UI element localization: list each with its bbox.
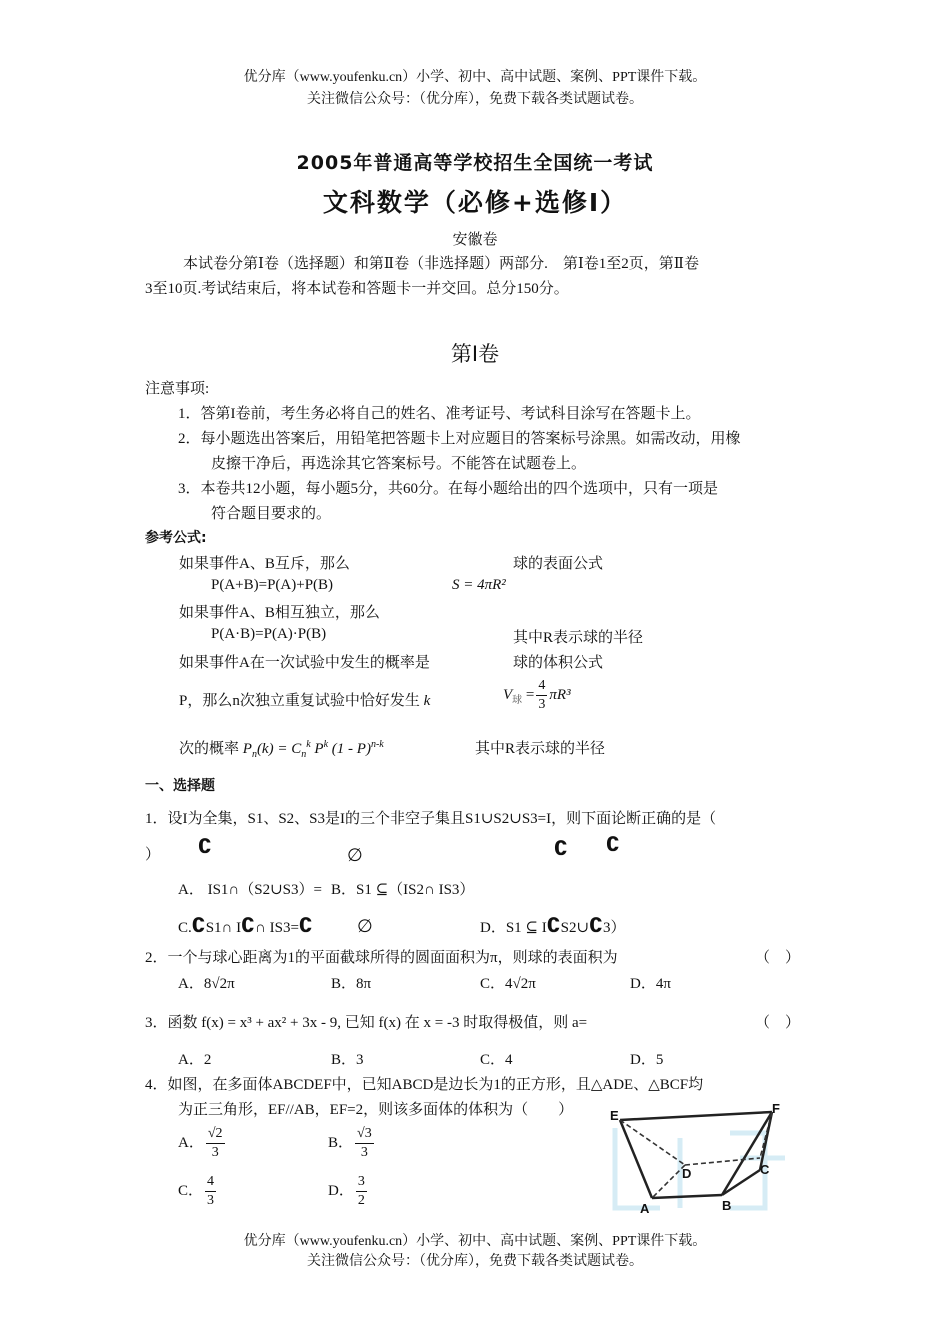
- q1-stem: 1．设I为全集，S1、S2、S3是I的三个非空子集且S1∪S2∪S3=I，则下面论断正确的是（: [145, 811, 717, 827]
- formula-independent-text: 如果事件A、B相互独立，那么: [179, 605, 380, 621]
- q4-option-a: A． $\frac{√2}{3}$: [178, 1126, 223, 1160]
- formula-bernoulli: $P_n(k) = C_n^k$ $P^k$ (1 - P)$^{n-k}$: [242, 739, 384, 760]
- sphere-radius-note-2: 其中R表示球的半径: [475, 741, 606, 757]
- q2-option-d: D．4π: [630, 976, 671, 992]
- footer-line-2: 关注微信公众号：（优分库），免费下载各类试题试卷。: [307, 1254, 643, 1269]
- q3-answer-paren: （ ）: [755, 1015, 801, 1031]
- edge-bc: [722, 1170, 760, 1195]
- sphere-radius-note-1: 其中R表示球的半径: [513, 630, 644, 646]
- edge-ef: [620, 1112, 772, 1120]
- q1-option-a: A． IS1∩（S2∪S3）=: [178, 882, 322, 898]
- sphere-volume-title: 球的体积公式: [513, 655, 604, 671]
- formulas-title: 参考公式:: [145, 530, 207, 546]
- q4-option-c: C． $\frac{4}{3}$: [178, 1174, 215, 1208]
- header-line-1: 优分库（www.youfenku.cn）小学、初中、高中试题、案例、PPT课件下载。: [243, 70, 707, 85]
- exam-region: 安徽卷: [452, 232, 498, 248]
- note-2: 2．每小题选出答案后，用铅笔把答题卡上对应题目的答案标号涂黑。如需改动，用橡: [178, 431, 741, 447]
- formula-mutex: P(A+B)=P(A)+P(B): [211, 577, 334, 593]
- formula-mutex-text: 如果事件A、B互斥，那么: [179, 556, 350, 572]
- section-choice-heading: 一、选择题: [145, 778, 215, 794]
- vertex-label-d: D: [682, 1166, 692, 1181]
- formula-bernoulli-text-1: 如果事件A在一次试验中发生的概率是: [179, 655, 430, 671]
- note-3: 3．本卷共12小题，每小题5分，共60分。在每小题给出的四个选项中，只有一项是: [178, 481, 719, 497]
- footer-line-1: 优分库（www.youfenku.cn）小学、初中、高中试题、案例、PPT课件下载。: [243, 1234, 707, 1249]
- intro-line-1: 本试卷分第Ⅰ卷（选择题）和第Ⅱ卷（非选择题）两部分. 第Ⅰ卷1至2页，第Ⅱ卷: [183, 256, 699, 272]
- header-line-2: 关注微信公众号：（优分库），免费下载各类试题试卷。: [307, 92, 643, 107]
- vertex-label-e: E: [610, 1108, 619, 1123]
- formula-independent: P(A·B)=P(A)·P(B): [211, 626, 327, 642]
- q2-option-b: B．8π: [331, 976, 372, 992]
- edge-ab: [652, 1195, 722, 1198]
- q3-option-a: A．2: [178, 1052, 212, 1068]
- vertex-label-a: A: [640, 1201, 650, 1216]
- q2-option-c: C．4√2π: [480, 976, 536, 992]
- q1-stem-end: ）: [145, 847, 161, 863]
- sphere-volume-formula: $V_球$ = $\frac{4}{3}$ πR³: [503, 678, 571, 712]
- q3-option-b: B．3: [331, 1052, 364, 1068]
- exam-title: 2005年普通高等学校招生全国统一考试: [296, 152, 654, 174]
- part1-heading: 第I卷: [450, 342, 500, 366]
- empty-set-symbol: ∅: [347, 845, 363, 866]
- formula-bernoulli-text-3: 次的概率 $P_n(k) = C_n^k$ $P^k$ (1 - P)$^{n-k}$: [179, 739, 384, 760]
- vertex-label-c: C: [760, 1162, 770, 1177]
- formula-bernoulli-text-2: P，那么n次独立重复试验中恰好发生 k: [179, 693, 431, 709]
- q2-option-a: A．8√2π: [178, 976, 235, 992]
- empty-set-symbol: ∅: [357, 916, 373, 937]
- q2-answer-paren: （ ）: [755, 950, 801, 966]
- edge-dc-hidden: [685, 1158, 760, 1165]
- complement-symbol: ∁: [554, 836, 568, 860]
- exam-subtitle: 文科数学（必修+选修I）: [322, 188, 628, 217]
- q4-stem-2: 为正三角形，EF//AB，EF=2，则该多面体的体积为（ ）: [178, 1102, 574, 1118]
- intro-line-2: 3至10页.考试结束后，将本试卷和答题卡一并交回。总分150分。: [145, 281, 569, 297]
- q1-option-d: D．S1 ⊆ I∁S2∪∁3）: [480, 913, 626, 937]
- q3-stem: 3．函数 f(x) = x³ + ax² + 3x - 9, 已知 f(x) 在 x = -3 时取得极值，则 a=: [145, 1015, 588, 1031]
- vertex-label-b: B: [722, 1198, 732, 1213]
- note-1: 1．答第I卷前，考生务必将自己的姓名、准考证号、考试科目涂写在答题卡上。: [178, 406, 701, 422]
- q2-stem: 2．一个与球心距离为1的平面截球所得的圆面面积为π，则球的表面积为: [145, 950, 618, 966]
- complement-symbol: ∁: [606, 832, 620, 856]
- note-3-cont: 符合题目要求的。: [211, 506, 332, 522]
- q3-option-c: C．4: [480, 1052, 513, 1068]
- sphere-surface-formula: S = 4πR²: [452, 577, 506, 593]
- vertex-label-f: F: [772, 1101, 780, 1116]
- polyhedron-figure: [600, 1098, 800, 1223]
- q4-stem-1: 4．如图，在多面体ABCDEF中，已知ABCD是边长为1的正方形，且△ADE、△BCF均: [145, 1077, 704, 1093]
- q1-option-b: B．S1 ⊆（IS2∩ IS3）: [331, 882, 475, 898]
- q3-option-d: D．5: [630, 1052, 664, 1068]
- complement-symbol: ∁: [198, 834, 212, 858]
- notes-title: 注意事项:: [145, 381, 210, 397]
- sphere-surface-title: 球的表面公式: [513, 556, 604, 572]
- note-2-cont: 皮擦干净后，再选涂其它答案标号。不能答在试题卷上。: [211, 456, 587, 472]
- q4-option-d: D． $\frac{3}{2}$: [328, 1174, 365, 1208]
- q4-option-b: B． $\frac{√3}{3}$: [328, 1126, 372, 1160]
- q1-option-c: C.∁S1∩ I∁∩ IS3=∁: [178, 913, 313, 937]
